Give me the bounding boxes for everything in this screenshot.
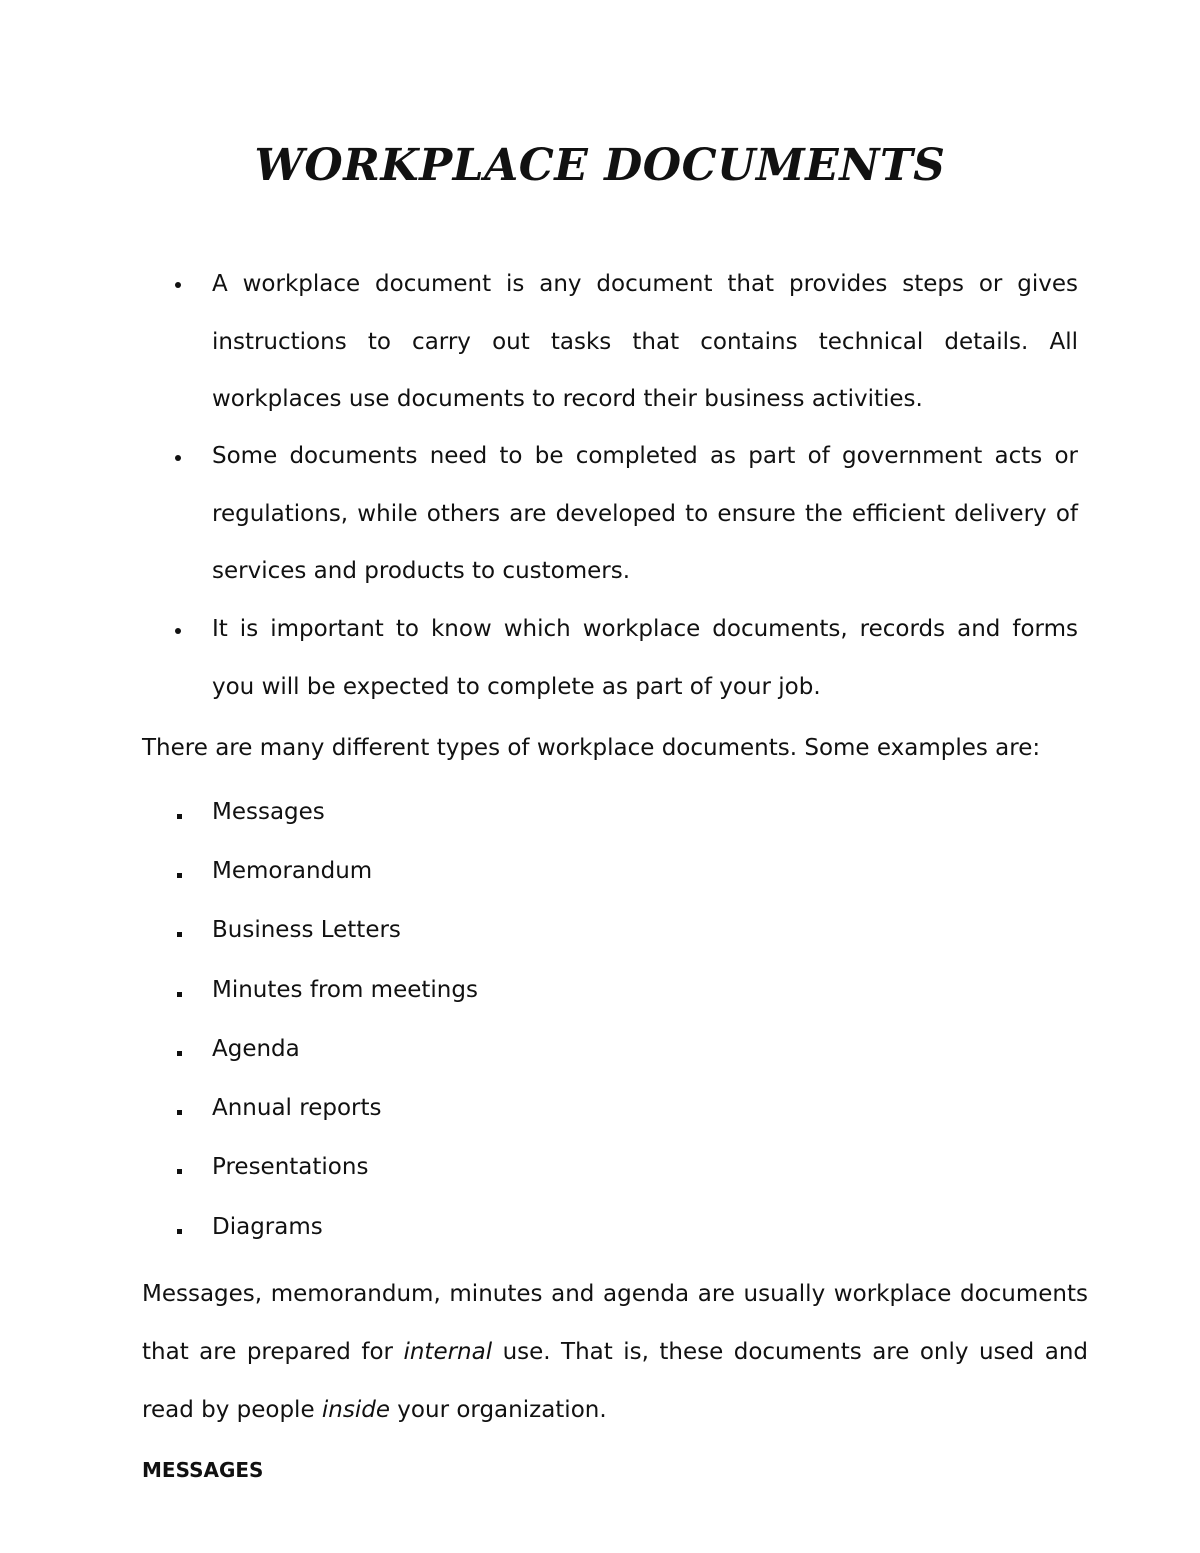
list-bullet — [177, 1229, 182, 1234]
list-bullet — [177, 932, 182, 937]
bullet-paragraph-3: It is important to know which workplace documents, records and forms you will be expected to complete as part of your job. — [212, 616, 1078, 700]
list-bullet — [177, 1110, 182, 1115]
list-item: Minutes from meetings — [212, 977, 478, 1003]
closing-text-1: Messages, memorandum, minutes and agenda are usually workplace documents that are prepared for — [142, 1281, 1088, 1365]
examples-intro: There are many different types of workplace documents. Some examples are: — [142, 735, 1041, 761]
list-item: Messages — [212, 799, 325, 825]
closing-text-3: your organization. — [390, 1397, 607, 1423]
list-item: Diagrams — [212, 1214, 323, 1240]
bullet-dot — [175, 455, 183, 463]
list-bullet — [177, 873, 182, 878]
list-item: Annual reports — [212, 1095, 382, 1121]
section-heading-messages: MESSAGES — [142, 1458, 264, 1482]
list-bullet — [177, 1169, 182, 1174]
list-bullet — [177, 814, 182, 819]
list-item: Presentations — [212, 1154, 369, 1180]
closing-text-2: use. That is, these documents are only used and read by people — [142, 1339, 1088, 1423]
emphasis-internal: internal — [403, 1339, 493, 1365]
page-title: WORKPLACE DOCUMENTS — [254, 140, 946, 191]
list-item: Memorandum — [212, 858, 373, 884]
list-item: Business Letters — [212, 917, 401, 943]
list-bullet — [177, 992, 182, 997]
bullet-paragraph-1: A workplace document is any document that provides steps or gives instructions to carry out tasks that contains technical details. All workplaces use documents to record their business activities. — [212, 271, 1078, 412]
bullet-paragraph-2: Some documents need to be completed as part of government acts or regulations, while others are developed to ensure the efficient delivery of services and products to customers. — [212, 443, 1078, 584]
emphasis-inside: inside — [321, 1397, 390, 1423]
closing-paragraph — [142, 1265, 1088, 1439]
bullet-dot — [175, 628, 183, 636]
list-item: Agenda — [212, 1036, 300, 1062]
list-bullet — [177, 1051, 182, 1056]
bullet-dot — [175, 282, 183, 290]
